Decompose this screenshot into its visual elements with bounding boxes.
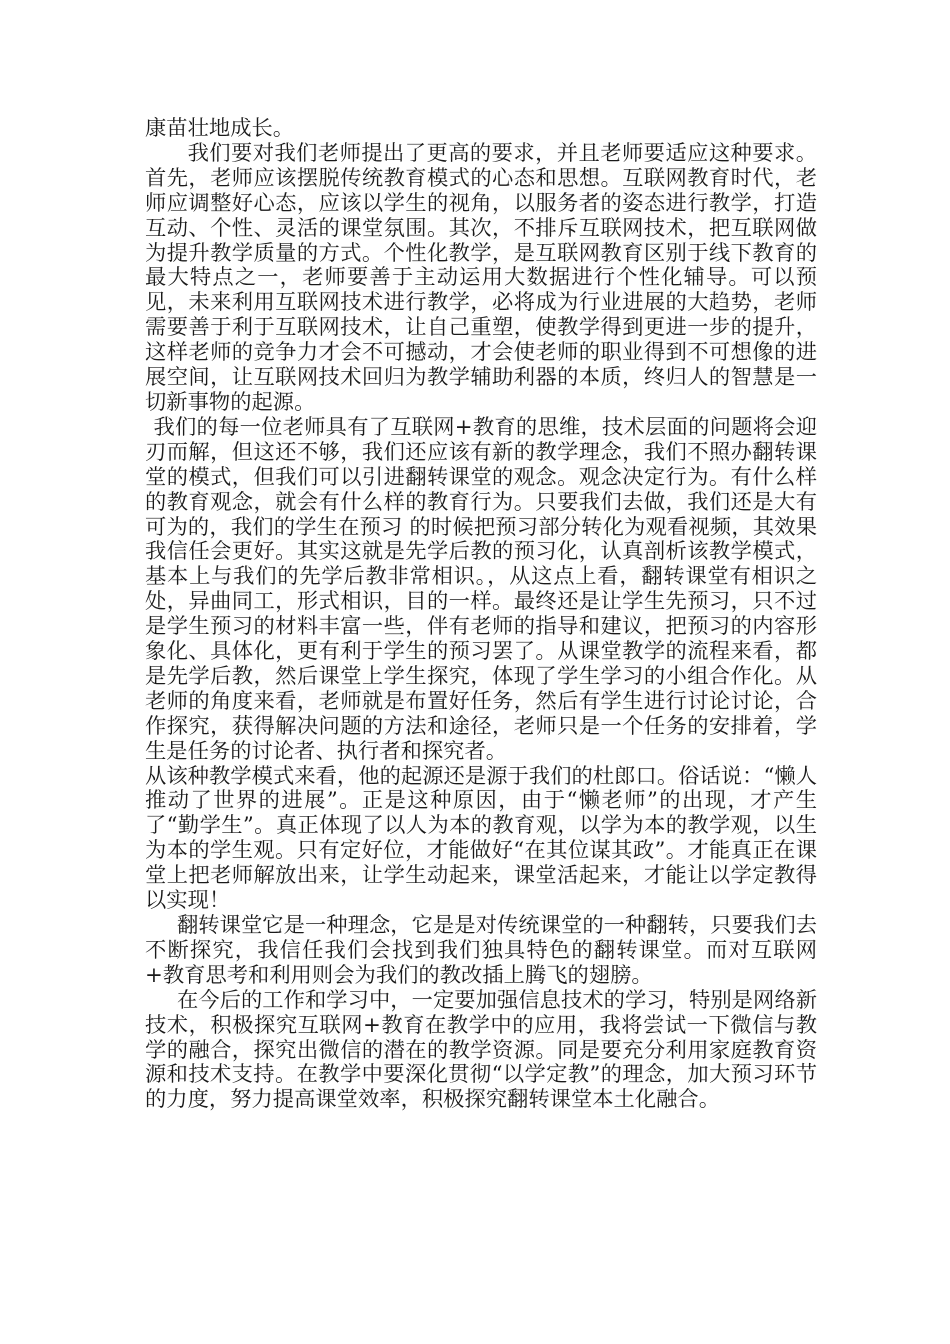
paragraph-2: 我们要对我们老师提出了更高的要求，并且老师要适应这种要求。首先，老师应该摆脱传统教育模式的心态和思想。互联网教育时代，老师应调整好心态，应该以学生的视角，以服务者的姿态进行教学，打造互动、个性、灵活的课堂氛围。其次，不排斥互联网技术，把互联网做为提升教学质量的方式。个性化教学，是互联网教育区别于线下教育的最大特点之一，老师要善于主动运用大数据进行个性化辅导。可以预见，未来利用互联网技术进行教学，必将成为行业进展的大趋势，老师需要善于利于互联网技术，让自己重塑，使教学得到更进一步的提升，这样老师的竞争力才会不可撼动，才会使老师的职业得到不可想像的进展空间，让互联网技术回归为教学辅助利器的本质，终归人的智慧是一切新事物的起源。 [145,140,817,415]
paragraph-1: 康苗壮地成长。 [145,116,295,141]
document-body [145,117,817,1113]
paragraph-3: 我们的每一位老师具有了互联网+教育的思维，技术层面的问题将会迎刃而解，但这还不够，我们还应该有新的教学理念，我们不照办翻转课堂的模式，但我们可以引进翻转课堂的观念。观念决定行为。有什么样的教育观念，就会有什么样的教育行为。只要我们去做，我们还是大有可为的，我们的学生在预习 的时候把预习部分转化为观看视频，其效果我信任会更好。其实这就是先学后教的预习化，认真剖析该教学模式，基本上与我们的先学后教非常相识。，从这点上看，翻转课堂有相识之处，异曲同工，形式相识，目的一样。最终还是让学生先预习，只不过是学生预习的材料丰富一些，伴有老师的指导和建议，把预习的内容形象化、具体化，更有利于学生的预习罢了。从课堂教学的流程来看，都是先学后教，然后课堂上学生探究，体现了学生学习的小组合作化。从老师的角度来看，老师就是布置好任务，然后有学生进行讨论讨论，合作探究，获得解决问题的方法和途径，老师只是一个任务的安排着，学生是任务的讨论者、执行者和探究者。 [145,414,817,764]
paragraph-5: 翻转课堂它是一种理念，它是是对传统课堂的一种翻转，只要我们去不断探究，我信任我们会找到我们独具特色的翻转课堂。而对互联网+教育思考和利用则会为我们的教改插上腾飞的翅膀。 [145,913,817,988]
paragraph-6: 在今后的工作和学习中，一定要加强信息技术的学习，特别是网络新技术，积极探究互联网+教育在教学中的应用，我将尝试一下微信与教学的融合，探究出微信的潜在的教学资源。同是要充分利用家庭教育资源和技术支持。在教学中要深化贯彻“以学定教”的理念，加大预习环节的力度，努力提高课堂效率，积极探究翻转课堂本土化融合。 [145,987,817,1113]
paragraph-4: 从该种教学模式来看，他的起源还是源于我们的杜郎口。俗话说：“懒人推动了世界的进展”。正是这种原因，由于“懒老师”的出现，才产生了“勤学生”。真正体现了以人为本的教育观，以学为本的教学观，以生为本的学生观。只有定好位，才能做好“在其位谋其政”。才能真正在课堂上把老师解放出来，让学生动起来，课堂活起来，才能让以学定教得以实现！ [145,763,817,914]
